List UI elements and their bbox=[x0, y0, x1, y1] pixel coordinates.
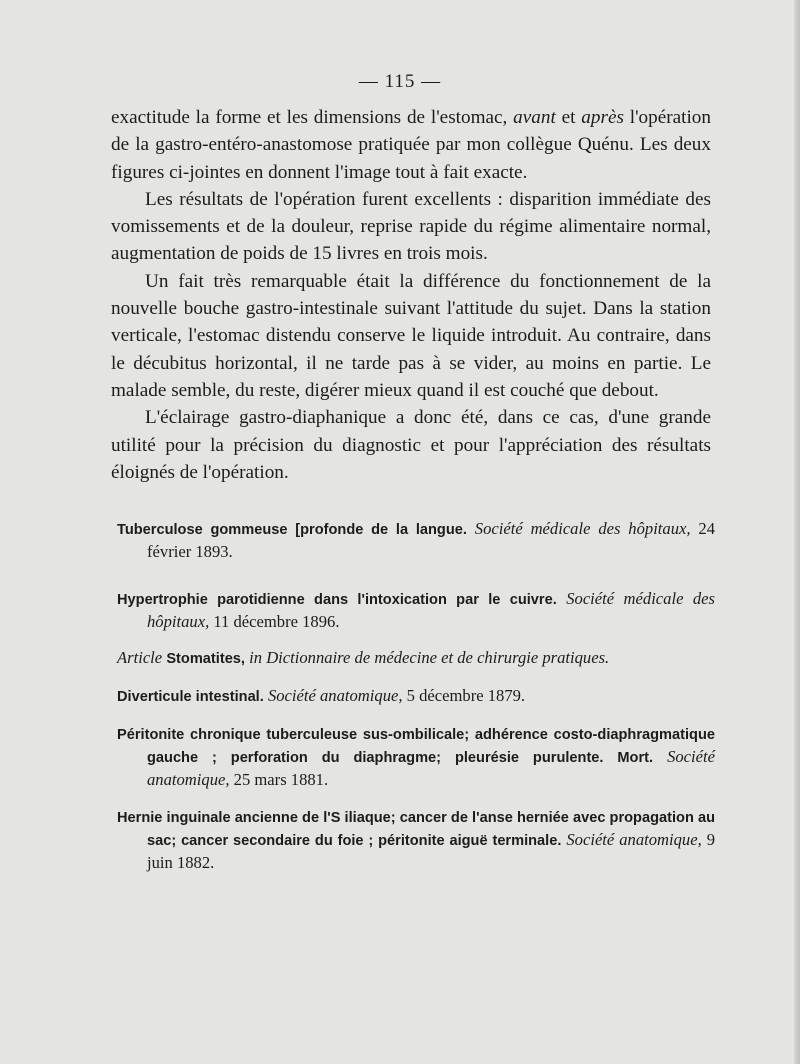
paragraph-1-part-1: exactitude la forme et les dimensions de l'estomac, bbox=[111, 107, 514, 128]
entry-venue: Société anatomique, bbox=[147, 747, 715, 789]
entry-date: 5 décembre 1879. bbox=[402, 686, 526, 705]
entry-venue: Société médicale des hôpitaux, bbox=[474, 519, 691, 538]
entry-venue: in Dictionnaire de médecine et de chirurgie pratiques. bbox=[249, 648, 610, 667]
paragraph-3: Un fait très remarquable était la différence du fonctionnement de la nouvelle bouche gastro-intestinale suivant l'attitude du sujet. Dans la station verticale, l'estomac distendu conserve le liquide introduit. Au contraire, dans le décubitus horizontal, il ne tarde pas à se vider, au moins en partie. Le malade semble, du reste, digérer mieux quand il est couché que debout. bbox=[111, 270, 711, 401]
paragraph-2: Les résultats de l'opération furent excellents : disparition immédiate des vomissements et de la douleur, reprise rapide du régime alimentaire normal, augmentation de poids de 15 livres en trois mois. bbox=[111, 188, 711, 265]
paragraph-1-part-2: et bbox=[555, 107, 582, 128]
bibliography-entry bbox=[117, 806, 715, 874]
entry-venue: Société médicale des hôpitaux, bbox=[147, 589, 715, 631]
entry-title: Diverticule intestinal. bbox=[117, 689, 264, 705]
bibliography-entry bbox=[117, 647, 715, 670]
entry-title: Péritonite chronique tuberculeuse sus-ombilicale; adhérence costo-diaphragmatique gauche ; perforation du diaphragme; pleurésie purulente. Mort. bbox=[117, 727, 715, 766]
entry-title: Stomatites, bbox=[166, 651, 245, 667]
entry-date: 24 février 1893. bbox=[147, 519, 715, 561]
bibliography-entry bbox=[117, 518, 715, 563]
entry-date: 25 mars 1881. bbox=[229, 770, 329, 789]
body-text bbox=[111, 104, 711, 486]
emphasis-avant: avant bbox=[513, 107, 556, 128]
entry-date: 11 décembre 1896. bbox=[209, 612, 340, 631]
bibliography-entry bbox=[117, 685, 715, 708]
paragraph-1 bbox=[111, 104, 711, 186]
page-number: — 115 — bbox=[358, 71, 442, 92]
entry-date: 9 juin 1882. bbox=[147, 830, 716, 872]
paragraph-4: L'éclairage gastro-diaphanique a donc été, dans ce cas, d'une grande utilité pour la précision du diagnostic et pour l'appréciation des résultats éloignés de l'opération. bbox=[111, 407, 711, 483]
entry-venue: Société anatomique, bbox=[267, 686, 403, 705]
entry-title: Hernie inguinale ancienne de l'S iliaque; cancer de l'anse herniée avec propagation au sac; cancer secondaire du foie ; péritonite aiguë terminale. bbox=[117, 810, 715, 849]
entry-title: Tuberculose gommeuse [profonde de la langue. bbox=[117, 522, 467, 538]
paragraph-1-part-3: l'opération de la gastro-entéro-anastomose pratiquée par mon collègue Quénu. Les deux figures ci-jointes en donnent l'image tout à fait exacte. bbox=[111, 107, 711, 183]
bibliography-entry bbox=[117, 723, 715, 791]
bibliography bbox=[117, 518, 715, 874]
page-edge bbox=[794, 0, 800, 1064]
emphasis-apres: après bbox=[581, 107, 624, 128]
bibliography-entry bbox=[117, 588, 715, 633]
entry-prefix: Article bbox=[117, 648, 163, 667]
entry-venue: Société anatomique, bbox=[566, 830, 702, 849]
entry-title: Hypertrophie parotidienne dans l'intoxication par le cuivre. bbox=[117, 592, 557, 608]
